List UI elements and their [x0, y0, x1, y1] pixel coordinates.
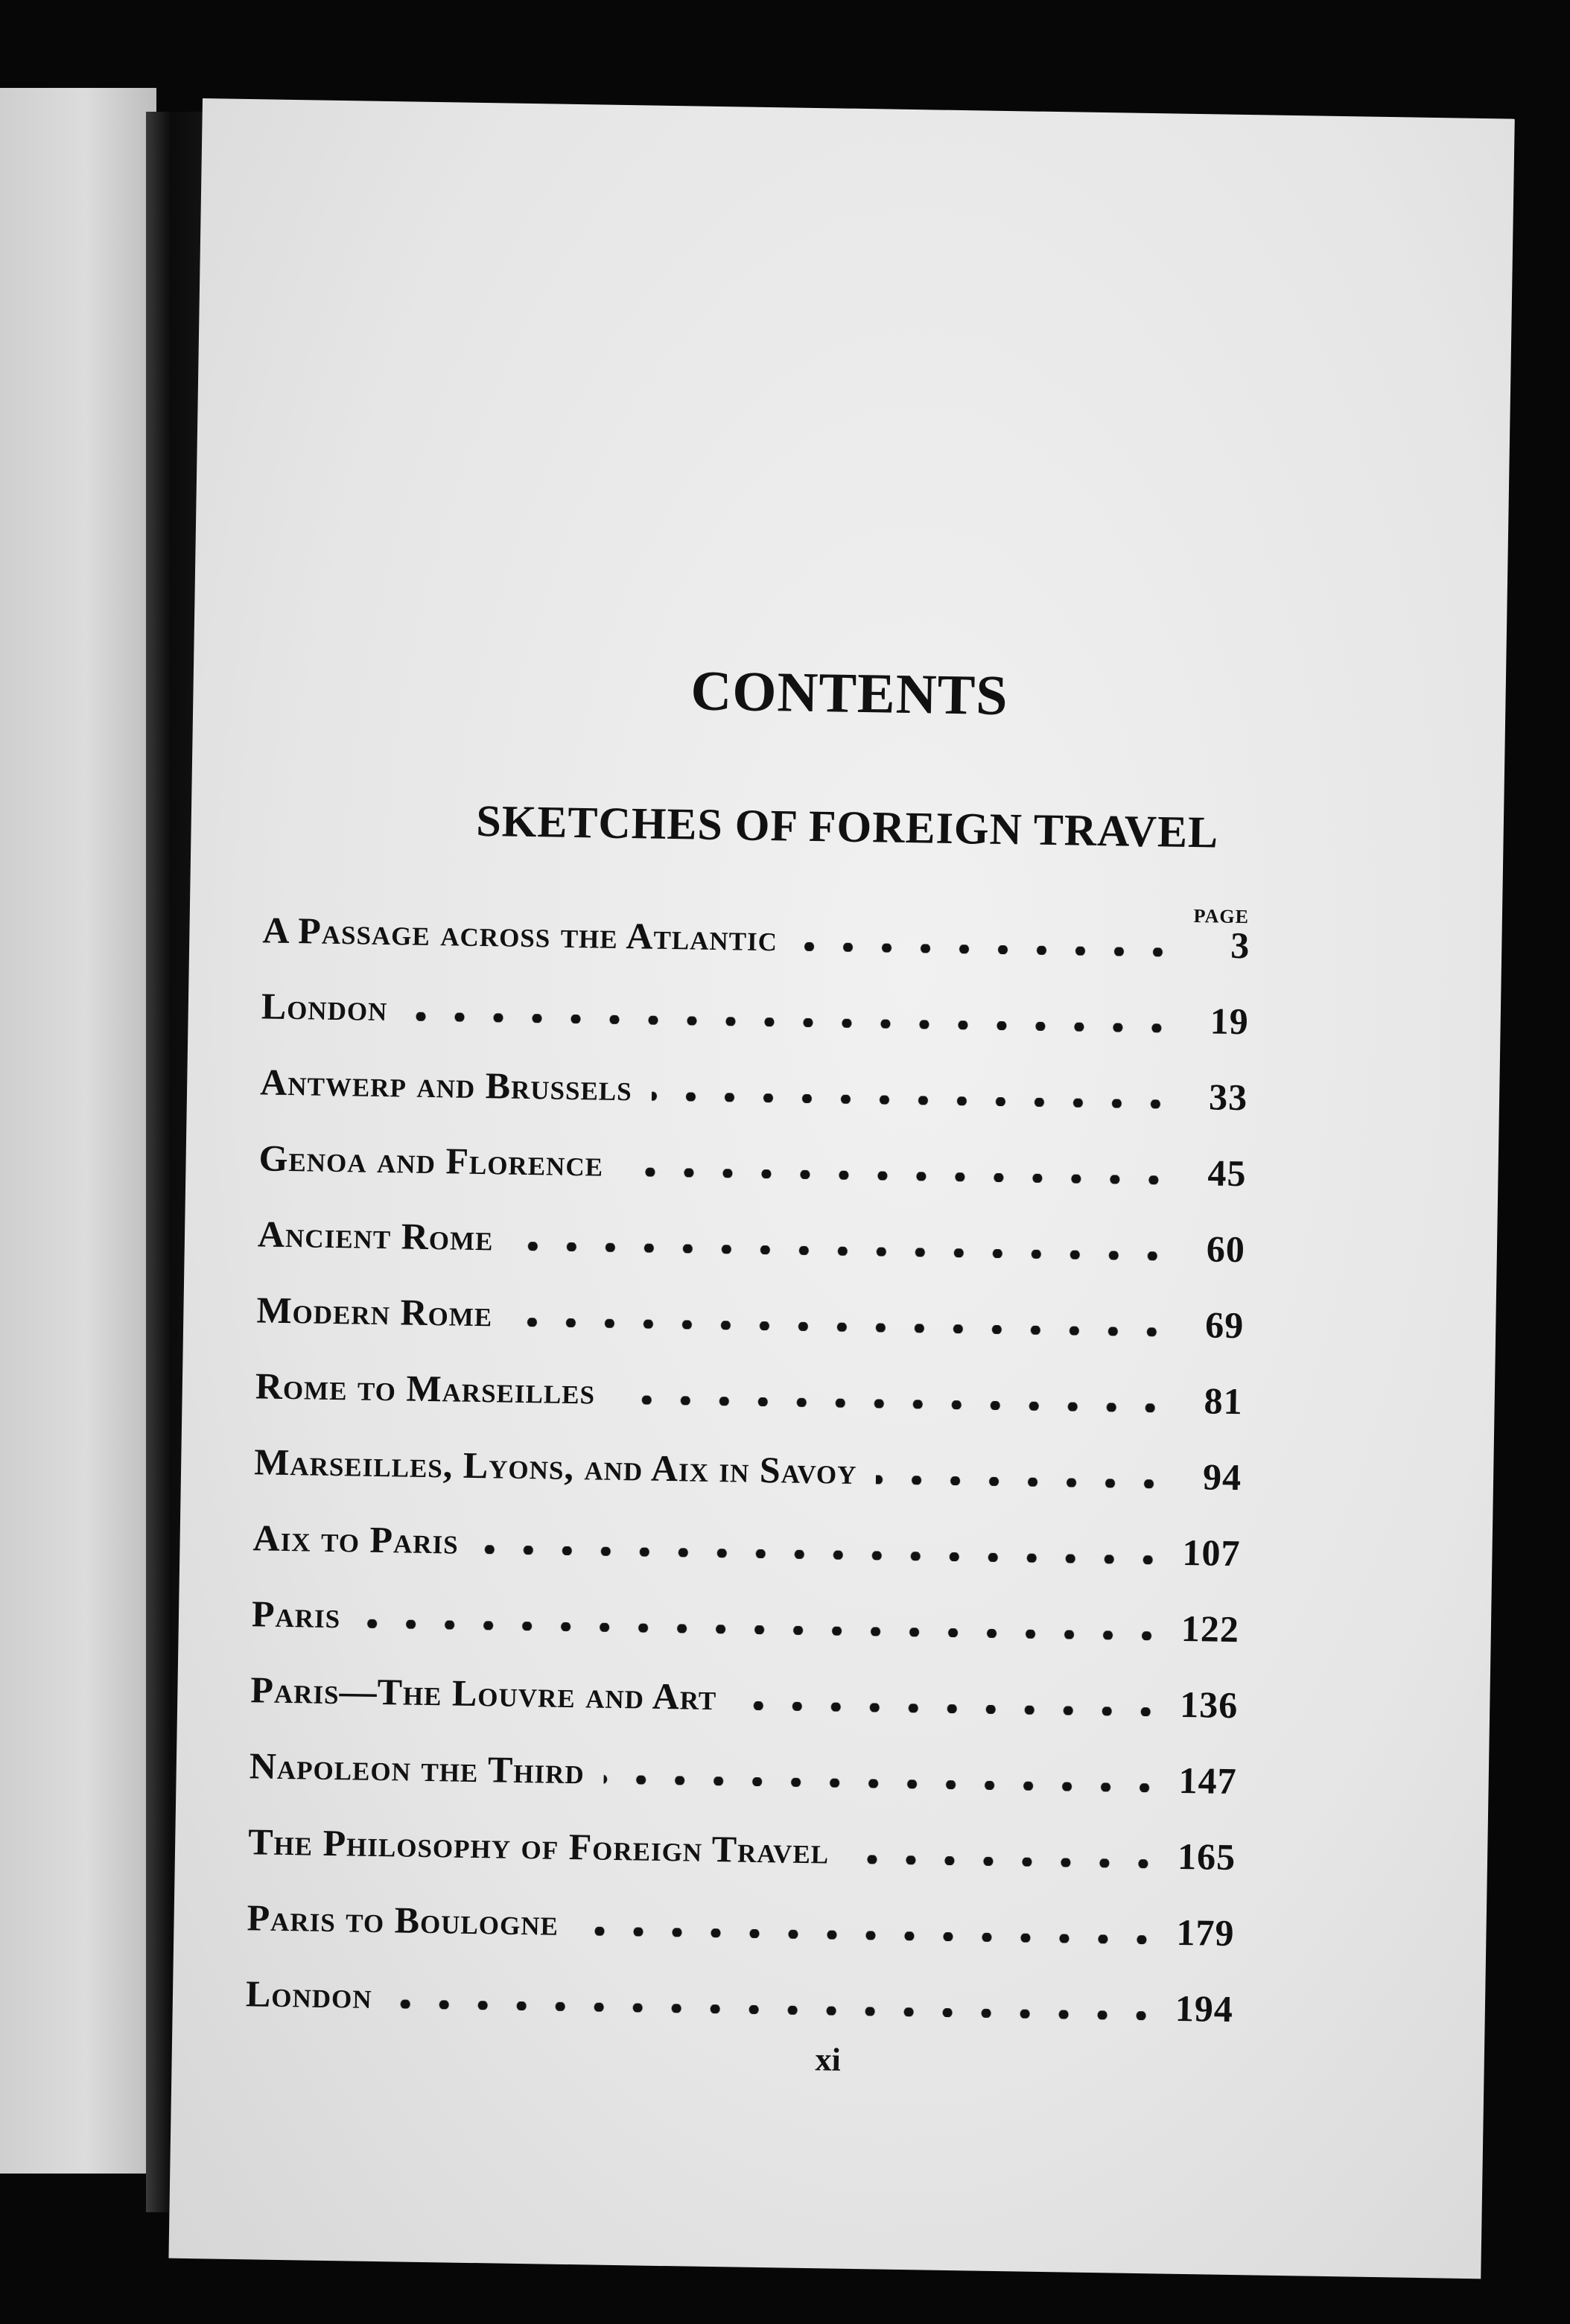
toc-entry-page: 122	[1180, 1607, 1240, 1651]
toc-entry-page: 107	[1182, 1531, 1241, 1575]
toc-entry-title: Marseilles, Lyons, and Aix in Savoy	[253, 1441, 857, 1493]
toc-entry-page: 81	[1204, 1380, 1244, 1423]
toc-entry-title: Antwerp and Brussels	[259, 1061, 633, 1109]
toc-entry-page: 45	[1207, 1152, 1247, 1195]
toc-entry-title: Genoa and Florence	[258, 1137, 604, 1184]
toc-entry-page: 69	[1204, 1304, 1245, 1347]
toc-entry-page: 94	[1202, 1455, 1242, 1499]
dot-leader	[512, 1242, 1172, 1261]
toc-entry-title: A Passage across the Atlantic	[262, 909, 778, 959]
dot-leader	[651, 1092, 1175, 1109]
dot-leader	[391, 1999, 1160, 2020]
toc-entry-title: Paris to Boulogne	[247, 1896, 559, 1943]
toc-entry-title: Rome to Marseilles	[255, 1365, 596, 1412]
toc-entry-page: 147	[1178, 1759, 1238, 1803]
toc-entry-title: Ancient Rome	[257, 1213, 494, 1259]
dot-leader	[736, 1701, 1165, 1717]
dot-leader	[603, 1775, 1163, 1793]
dot-leader	[848, 1855, 1163, 1869]
toc-entry-page: 136	[1179, 1683, 1239, 1727]
table-of-contents	[245, 908, 1250, 2063]
dot-leader	[407, 1012, 1175, 1032]
dot-leader	[578, 1926, 1162, 1944]
page-folio: xi	[815, 2041, 842, 2078]
toc-entry-page: 3	[1230, 924, 1250, 967]
toc-entry-page: 19	[1210, 1000, 1250, 1043]
dot-leader	[797, 942, 1177, 957]
toc-entry-page: 179	[1176, 1911, 1235, 1955]
toc-entry-title: London	[261, 985, 388, 1029]
dot-leader	[876, 1475, 1169, 1488]
toc-entry-title: Modern Rome	[256, 1289, 493, 1335]
toc-entry-page: 194	[1175, 1987, 1234, 2031]
toc-entry-page: 165	[1177, 1835, 1236, 1879]
toc-entry-title: London	[245, 1972, 373, 2016]
toc-entry-title: Napoleon the Third	[249, 1744, 585, 1792]
left-page-edge	[0, 88, 156, 2174]
dot-leader	[623, 1167, 1174, 1185]
page-title: CONTENTS	[690, 659, 1009, 728]
toc-entry-page: 33	[1208, 1076, 1248, 1119]
contents-page	[168, 98, 1514, 2279]
toc-entry-title: Aix to Paris	[252, 1517, 460, 1562]
dot-leader	[477, 1545, 1167, 1565]
toc-entry-title: The Philosophy of Foreign Travel	[247, 1820, 830, 1872]
toc-entry-title: Paris	[251, 1593, 341, 1636]
dot-leader	[512, 1318, 1171, 1337]
dot-leader	[614, 1395, 1170, 1413]
toc-entry-page: 60	[1206, 1228, 1246, 1271]
page-column-label: PAGE	[1193, 905, 1250, 928]
section-title: SKETCHES OF FOREIGN TRAVEL	[475, 796, 1219, 857]
toc-entry-title: Paris—The Louvre and Art	[250, 1669, 717, 1718]
dot-leader	[360, 1619, 1166, 1641]
